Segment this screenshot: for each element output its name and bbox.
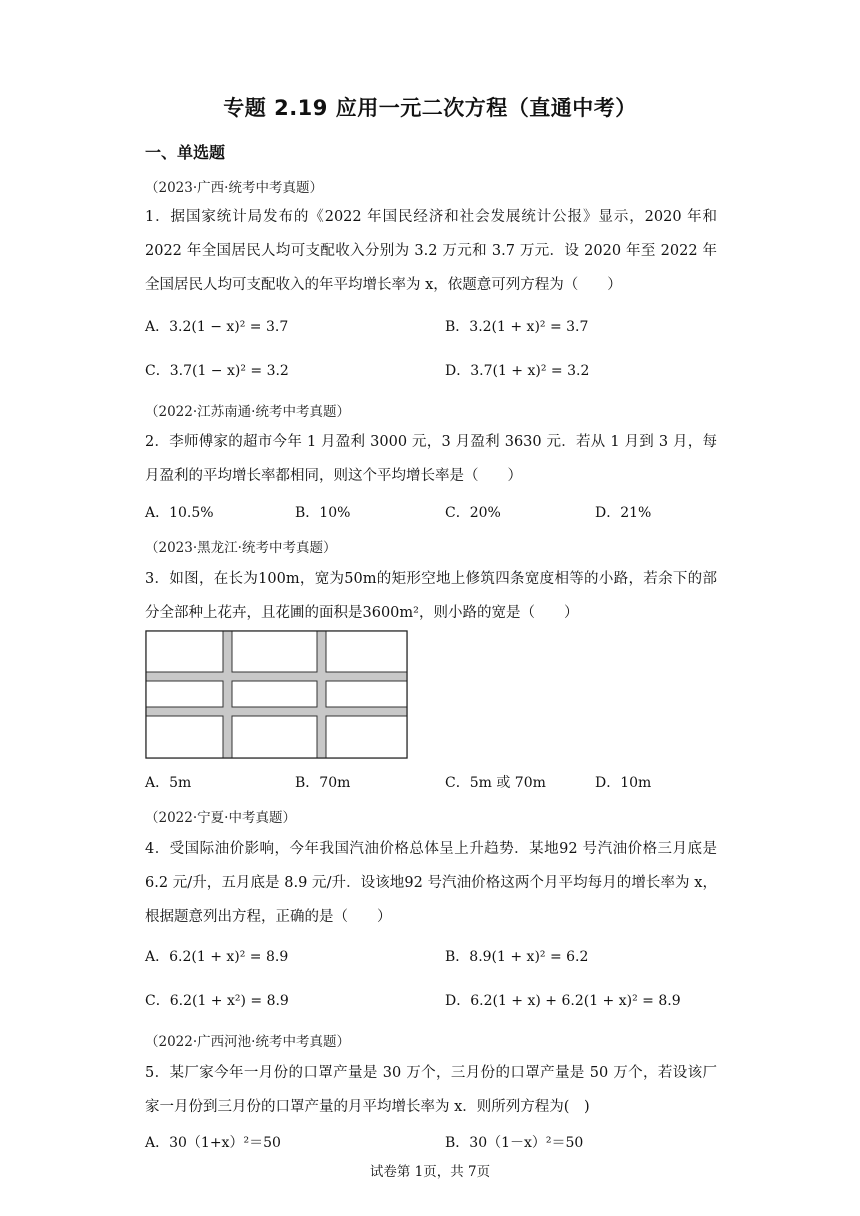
page-title: 专题 2.19 应用一元二次方程（直通中考） [223, 96, 637, 120]
question-source: （2022·广西河池·统考中考真题） [145, 1034, 350, 1050]
flower-bed [326, 631, 407, 672]
option-a: A．3.2(1 − x)² = 3.7 [145, 319, 289, 335]
horizontal-path-2 [147, 707, 407, 716]
section-heading: 一、单选题 [145, 143, 226, 162]
question-source: （2023·黑龙江·统考中考真题） [145, 540, 337, 556]
horizontal-path-1 [147, 672, 407, 681]
option-c: C．6.2(1 + x²) = 8.9 [145, 993, 289, 1009]
option-b: B．30（1－x）²＝50 [445, 1135, 584, 1151]
garden-paths-figure [145, 630, 409, 760]
option-c: C．3.7(1 − x)² = 3.2 [145, 363, 289, 379]
flower-beds [146, 631, 407, 758]
question-stem: 5．某厂家今年一月份的口罩产量是 30 万个，三月份的口罩产量是 50 万个，若设该厂家一月份到三月份的口罩产量的月平均增长率为 x．则所列方程为( ) [145, 1065, 717, 1115]
flower-bed [146, 681, 223, 707]
flower-bed [232, 681, 317, 707]
question-source: （2022·宁夏·中考真题） [145, 810, 296, 826]
option-a: A．10.5% [145, 505, 214, 521]
option-b: B．3.2(1 + x)² = 3.7 [445, 319, 589, 335]
flower-bed [326, 681, 407, 707]
option-d: D．6.2(1 + x) + 6.2(1 + x)² = 8.9 [445, 993, 681, 1009]
flower-bed [326, 716, 407, 758]
question-stem: 3．如图，在长为100m，宽为50m的矩形空地上修筑四条宽度相等的小路，若余下的部分全部种上花卉，且花圃的面积是3600m²，则小路的宽是（ ） [145, 571, 717, 621]
vertical-path-1 [223, 632, 232, 758]
question-source: （2022·江苏南通·统考中考真题） [145, 404, 350, 420]
flower-bed [146, 631, 223, 672]
option-c: C．5m 或 70m [445, 775, 546, 791]
page-footer: 试卷第 1页，共 7页 [369, 1164, 491, 1180]
option-b: B．8.9(1 + x)² = 6.2 [445, 949, 589, 965]
option-a: A．5m [145, 775, 192, 791]
flower-bed [232, 716, 317, 758]
question-stem: 4．受国际油价影响，今年我国汽油价格总体呈上升趋势．某地92 号汽油价格三月底是 6.2 元/升，五月底是 8.9 元/升．设该地92 号汽油价格这两个月平均每月的增长率为 x，根据题意列出方程，正确的是（ ） [145, 841, 717, 925]
flower-bed [146, 716, 223, 758]
option-b: B．10% [295, 505, 351, 521]
question-stem: 2．李师傅家的超市今年 1 月盈利 3000 元，3 月盈利 3630 元．若从 1 月到 3 月，每月盈利的平均增长率都相同，则这个平均增长率是（ ） [145, 434, 717, 484]
question-source: （2023·广西·统考中考真题） [145, 180, 323, 196]
option-a: A．30（1+x）²＝50 [145, 1135, 281, 1151]
option-d: D．3.7(1 + x)² = 3.2 [445, 363, 590, 379]
question-stem: 1．据国家统计局发布的《2022 年国民经济和社会发展统计公报》显示，2020 年和 2022 年全国居民人均可支配收入分别为 3.2 万元和 3.7 万元．设 2020 年至 2022 年全国居民人均可支配收入的年平均增长率为 x，依题意可列方程为（ ） [145, 209, 717, 293]
option-b: B．70m [295, 775, 351, 791]
option-a: A．6.2(1 + x)² = 8.9 [145, 949, 289, 965]
option-d: D．10m [595, 775, 652, 791]
option-d: D．21% [595, 505, 652, 521]
flower-bed [232, 631, 317, 672]
option-c: C．20% [445, 505, 501, 521]
vertical-path-2 [317, 632, 326, 758]
